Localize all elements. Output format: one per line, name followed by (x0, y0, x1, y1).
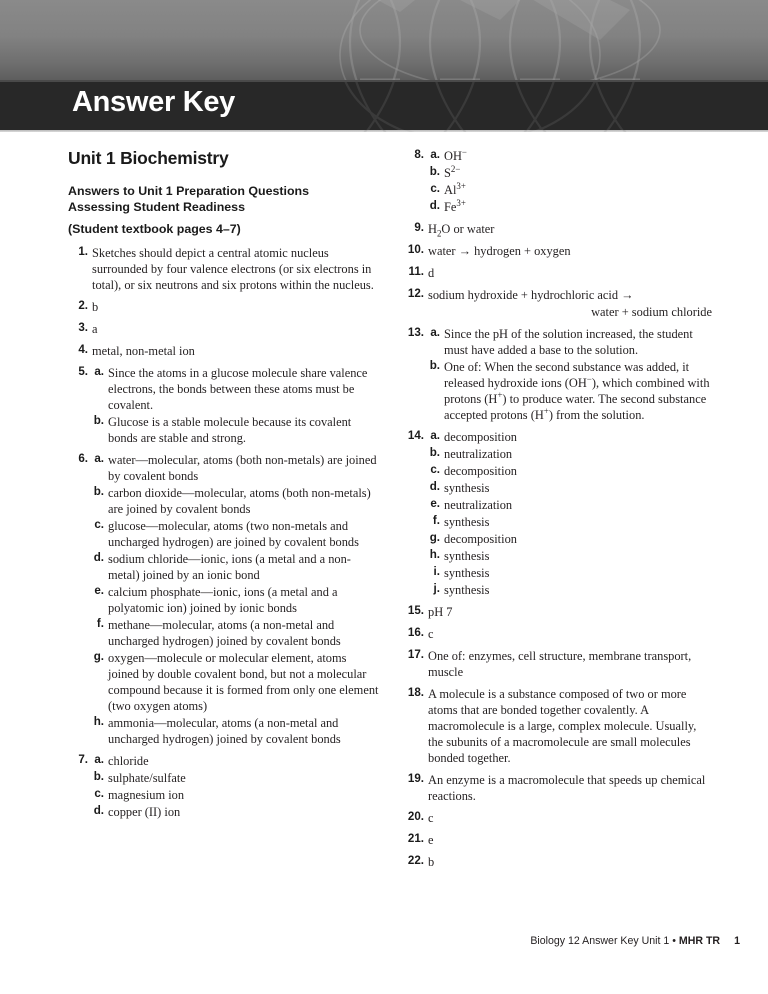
answer-item (400, 854, 712, 870)
answer-number: 2. (78, 299, 88, 313)
answer-sublist (428, 326, 712, 423)
answer-subitem-letter: e. (94, 584, 104, 598)
answer-subitem-text: sodium chloride—ionic, ions (a metal and a non-metal) joined by an ionic bond (108, 552, 351, 583)
answer-subitem-text: copper (II) ion (108, 805, 181, 820)
page-footer (0, 935, 768, 947)
answer-text: metal, non-metal ion (92, 344, 195, 359)
answer-subitem-text: $S^{2-}$ (444, 163, 461, 180)
answer-subitem-text: synthesis (444, 515, 490, 529)
answer-number: 17. (407, 648, 424, 661)
answer-number: 22. (407, 854, 424, 867)
answer-subitem-text: decomposition (444, 430, 517, 444)
textbook-pages-note: (Student textbook pages 4–7) (68, 221, 241, 236)
answer-number: 8. (414, 148, 424, 161)
answer-item (400, 626, 712, 642)
answer-number: 21. (407, 832, 424, 845)
answer-subitem-text: magnesium ion (108, 788, 185, 803)
answer-subitem (428, 165, 712, 181)
answer-number: 13. (407, 326, 424, 339)
answer-subitem-text: oxygen—molecule or molecular element, atoms joined by double covalent bond, but not a molecular compound because it is formed from only one element (two oxygen atoms) (108, 651, 379, 714)
answer-text: A molecule is a substance composed of two or more atoms that are bonded together covalently. A macromolecule is a large, complex molecule. Usually, the subunits of a macromolecule are small molecules bonded together. (428, 687, 697, 765)
answer-subitem-text: neutralization (444, 498, 513, 512)
answer-subitem-letter: b. (93, 770, 104, 784)
left-column (68, 148, 380, 826)
footer-text: Biology 12 Answer Key Unit 1 • (530, 935, 679, 947)
answer-subitem (428, 514, 712, 530)
page-header (0, 0, 768, 132)
answer-number: 19. (407, 772, 424, 785)
answer-subitem-text: calcium phosphate—ionic, ions (a metal and a polyatomic ion) joined by ionic bonds (108, 585, 338, 616)
left-answer-list (68, 245, 380, 820)
section-heading-line1: Answers to Unit 1 Preparation Questions (68, 184, 309, 198)
answer-subitem-text: methane—molecular, atoms (a non-metal and uncharged hydrogen) joined by covalent bonds (108, 618, 341, 649)
answer-subitem-text: decomposition (444, 464, 517, 478)
answer-subitem (428, 326, 712, 358)
answer-subitem (428, 429, 712, 445)
answer-item (400, 604, 712, 620)
answer-subitem (428, 446, 712, 462)
answer-item (400, 810, 712, 826)
answer-item (68, 753, 380, 820)
answer-subitem (428, 463, 712, 479)
answer-subitem-letter: g. (429, 531, 440, 544)
answer-subitem-text: $Fe^{3+}$ (444, 197, 466, 214)
page-title: Answer Key (72, 86, 236, 118)
answer-subitem-text: decomposition (444, 532, 517, 546)
answer-text: $H_2O$ or water (428, 222, 495, 239)
answer-item (400, 265, 712, 281)
header-gradient-band (0, 0, 768, 80)
right-answer-list (400, 148, 712, 870)
footer-page-number: 1 (734, 935, 740, 947)
answer-subitem-letter: a. (94, 365, 104, 379)
answer-item (400, 326, 712, 423)
answer-subitem (92, 770, 380, 786)
answer-subitem-text: glucose—molecular, atoms (two non-metals and uncharged hydrogen) are joined by covalent bonds (108, 519, 359, 550)
answer-item (400, 148, 712, 215)
answer-subitem-letter: a. (430, 148, 440, 161)
answer-subitem (428, 182, 712, 198)
answer-item (400, 648, 712, 680)
answer-item (400, 221, 712, 237)
answer-subitem (92, 365, 380, 413)
dna-helix-watermark-lower-icon (300, 80, 720, 130)
answer-subitem (92, 584, 380, 616)
footer-imprint: MHR TR (678, 935, 721, 947)
answer-item (68, 343, 380, 359)
answer-text: b (92, 300, 99, 315)
answer-text: sodium hydroxide + hydrochloric acid → (428, 288, 634, 302)
answer-item (68, 365, 380, 446)
answer-item (400, 832, 712, 848)
answer-subitem (92, 485, 380, 517)
answer-subitem-letter: c. (430, 182, 440, 195)
answer-number: 12. (407, 287, 424, 300)
answer-subitem-letter: a. (430, 326, 440, 339)
answer-item (400, 772, 712, 804)
answer-item (400, 243, 712, 259)
answer-text: e (428, 833, 434, 847)
answer-subitem-letter: a. (94, 753, 104, 767)
answer-subitem-letter: h. (93, 715, 104, 729)
answer-subitem-text: $Al^{3+}$ (444, 180, 466, 197)
answer-subitem-text: Glucose is a stable molecule because its covalent bonds are stable and strong. (108, 415, 352, 446)
answer-text: An enzyme is a macromolecule that speeds up chemical reactions. (428, 773, 706, 803)
answer-text: c (428, 811, 434, 825)
answer-number: 7. (78, 753, 88, 767)
answer-subitem-letter: b. (93, 485, 104, 499)
answer-subitem-letter: d. (93, 804, 104, 818)
answer-sublist (92, 753, 380, 820)
answer-subitem-letter: c. (94, 518, 104, 532)
answer-subitem (92, 715, 380, 747)
answer-item (400, 686, 712, 766)
answer-subitem (428, 148, 712, 164)
answer-subitem (92, 753, 380, 769)
answer-subitem-text: synthesis (444, 481, 490, 495)
answer-number: 18. (407, 686, 424, 699)
answer-text: b (428, 855, 435, 869)
answer-subitem-text: neutralization (444, 447, 513, 461)
answer-subitem-text: ammonia—molecular, atoms (a non-metal and uncharged hydrogen) joined by covalent bonds (108, 716, 341, 747)
answer-subitem (92, 551, 380, 583)
answer-subitem-text: One of: When the second substance was added, it released hydroxide ions (OH−), which combined with protons (H+) to produce water. The second substance accepted protons (H+) from the solution. (444, 360, 710, 422)
section-heading-line2: Assessing Student Readiness (68, 200, 245, 215)
answer-subitem-letter: d. (93, 551, 104, 565)
answer-subitem (92, 414, 380, 446)
answer-subitem-letter: d. (429, 480, 440, 493)
answer-number: 10. (407, 243, 424, 256)
right-column (400, 148, 712, 876)
answer-sublist (92, 452, 380, 747)
answer-subitem-letter: c. (94, 787, 104, 801)
answer-subitem-text: chloride (108, 754, 149, 769)
answer-subitem-letter: a. (94, 452, 104, 466)
answer-text: a (92, 322, 98, 337)
answer-subitem-letter: e. (430, 497, 440, 510)
answer-subitem (428, 199, 712, 215)
unit-title: Unit 1 Biochemistry (68, 148, 229, 168)
answer-subitem-letter: f. (96, 617, 104, 631)
answer-sublist (428, 429, 712, 598)
header-drop-shadow (0, 130, 768, 132)
answer-subitem-text: water—molecular, atoms (both non-metals) are joined by covalent bonds (108, 453, 377, 484)
answer-number: 3. (78, 321, 88, 335)
answer-number: 6. (78, 452, 88, 466)
answer-subitem (428, 359, 712, 423)
answer-text: pH 7 (428, 605, 453, 619)
answer-number: 4. (78, 343, 88, 357)
answer-subitem-letter: b. (93, 414, 104, 428)
answer-subitem (92, 518, 380, 550)
answer-number: 20. (407, 810, 424, 823)
answer-subitem-letter: h. (429, 548, 440, 561)
answer-sublist (428, 148, 712, 215)
answer-item (68, 245, 380, 293)
answer-subitem (428, 531, 712, 547)
answer-number: 5. (78, 365, 88, 379)
answer-subitem-text: Since the pH of the solution increased, the student must have added a base to the solution. (444, 327, 693, 357)
answer-subitem (428, 565, 712, 581)
answer-number: 14. (407, 429, 424, 442)
answer-subitem-letter: g. (93, 650, 104, 664)
answer-text: c (428, 627, 434, 641)
answer-subitem-letter: a. (430, 429, 440, 442)
answer-subitem (92, 787, 380, 803)
answer-subitem-letter: j. (433, 582, 440, 595)
answer-subitem (92, 617, 380, 649)
answer-subitem-text: OH− (444, 146, 467, 163)
answer-key-content (0, 148, 768, 928)
answer-subitem (92, 650, 380, 714)
answer-item (68, 299, 380, 315)
answer-number: 11. (408, 265, 424, 278)
answer-item (400, 287, 712, 320)
answer-item (68, 452, 380, 747)
answer-subitem-text: carbon dioxide—molecular, atoms (both non-metals) are joined by covalent bonds (108, 486, 371, 517)
answer-subitem-text: Since the atoms in a glucose molecule share valence electrons, the bonds between these atoms must be covalent. (108, 366, 368, 413)
answer-text: Sketches should depict a central atomic nucleus surrounded by four valence electrons (or six electrons in total), or six neutrons and six protons within the nucleus. (92, 246, 374, 293)
answer-text: water → hydrogen + oxygen (428, 244, 571, 258)
answer-subitem (92, 452, 380, 484)
answer-text: d (428, 266, 435, 280)
answer-number: 15. (407, 604, 424, 617)
answer-subitem-text: synthesis (444, 583, 490, 597)
answer-subitem (428, 497, 712, 513)
answer-item (68, 321, 380, 337)
answer-subitem (428, 548, 712, 564)
answer-subitem (92, 804, 380, 820)
answer-text: One of: enzymes, cell structure, membrane transport, muscle (428, 649, 692, 679)
answer-subitem-letter: d. (429, 199, 440, 212)
answer-item (400, 429, 712, 598)
answer-subitem (428, 582, 712, 598)
answer-sublist (92, 365, 380, 446)
answer-subitem (428, 480, 712, 496)
answer-subitem-letter: f. (432, 514, 440, 527)
answer-subitem-text: synthesis (444, 566, 490, 580)
answer-subitem-letter: b. (429, 446, 440, 459)
answer-subitem-letter: c. (430, 463, 440, 476)
answer-subitem-letter: b. (429, 165, 440, 178)
answer-number: 1. (78, 245, 88, 259)
answer-number: 16. (407, 626, 424, 639)
answer-subitem-letter: i. (433, 565, 440, 578)
answer-subitem-letter: b. (429, 359, 440, 372)
answer-subitem-text: synthesis (444, 549, 490, 563)
answer-number: 9. (414, 221, 424, 234)
answer-continuation: water + sodium chloride (591, 305, 712, 319)
answer-subitem-text: sulphate/sulfate (108, 771, 186, 786)
